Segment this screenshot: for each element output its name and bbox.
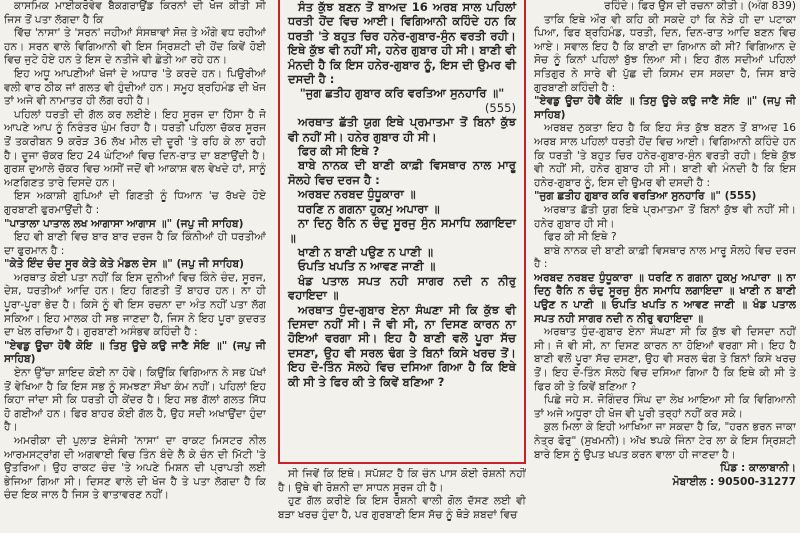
- paragraph: ਬਾਬੇ ਨਾਨਕ ਦੀ ਬਾਣੀ ਕਾਫ਼ੀ ਵਿਸਥਾਰ ਨਾਲ ਮਾਰੂ ਸੋਲਹੇ ਵਿਚ ਦਰਜ ਹੈ :: [288, 158, 516, 187]
- paragraph: ਕੁਲ ਮਿਲਾ ਕੇ ਇਹੀ ਆਖਿਆ ਜਾ ਸਕਦਾ ਹੈ ਕਿ, "ਹਰਨ ਭਰਨ ਜਾਕਾ ਨੇਤ੍ਰ ਫੋਰੁ" (ਸੁਖਮਨੀ)। ਅੱਖ ਝਪਕੇ ਜਿੰਨਾ ਟੇਰ ਲਾ ਕੇ ਇਸ ਸ੍ਰਿਸ਼ਟੀ ਬਾਰੇ ਇਸ ਨੂੰ ਉਪਤ ਖਪਤ ਕਰਨ ਵਾਲਾ ਹੀ ਜਾਣਦਾ ਹੈ।: [534, 421, 796, 461]
- gurbani-quote: "ਏਵਡੁ ਊਚਾ ਹੋਵੈ ਕੋਇ ॥ ਤਿਸੁ ਊਚੇ ਕਉ ਜਾਣੈ ਸੋਇ ॥" (ਜਪੁ ਜੀ ਸਾਹਿਬ): [534, 95, 796, 121]
- paragraph: ਏਨਾ ਉੱਚਾ ਸ਼ਾਇਦ ਕੋਈ ਨਾ ਹੋਵੇ। ਕਿਉਂਕਿ ਵਿਗਿਆਨ ਨੇ ਸਭ ਪੱਖਾਂ ਤੋਂ ਵੇਖਿਆ ਹੈ ਕਿ ਇਸ ਸਭ ਨੂੰ ਸਮਝਣਾ ਸੌਖਾ ਕੰਮ ਨਹੀਂ। ਪਹਿਲਾਂ ਇਹ ਕਿਹਾ ਜਾਂਦਾ ਸੀ ਕਿ ਧਰਤੀ ਹੀ ਕੇਂਦਰ ਹੈ। ਇਹ ਸਭ ਗੱਲਾਂ ਗਲਤ ਸਿੱਧ ਹੋ ਗਈਆਂ ਹਨ। ਫਿਰ ਬਾਹਰ ਕੋਈ ਗੱਲ ਹੈ, ਉਹ ਸਦੀ ਅਖਾਉਂਦਾ ਹੁੰਦਾ ਹੈ।: [4, 367, 266, 434]
- left-column: [4, 0, 266, 533]
- paragraph: ਸੰਤ ਕੁੱਝ ਬਣਨ ਤੋਂ ਬਾਅਦ 16 ਅਰਬ ਸਾਲ ਪਹਿਲਾਂ ਧਰਤੀ ਹੋਂਦ ਵਿਚ ਆਈ। ਵਿਗਿਆਨੀ ਕਹਿੰਦੇ ਹਨ ਕਿ ਧਰਤੀ 'ਤੇ ਬਹੁਤ ਚਿਰ ਹਨੇਰ-ਗੁਬਾਰ-ਸੁੰਨ ਵਰਤੀ ਰਹੀ। ਇਥੇ ਕੁੱਝ ਵੀ ਨਹੀਂ ਸੀ, ਹਨੇਰ ਗੁਬਾਰ ਹੀ ਸੀ। ਬਾਣੀ ਵੀ ਮੰਨਦੀ ਹੈ ਕਿ ਇਸ ਹਨੇਰ-ਗੁਬਾਰ ਨੂੰ, ਇਸ ਦੀ ਉਮਰ ਵੀ ਦਸਦੀ ਹੈ :: [288, 0, 516, 87]
- paragraph: ਇਸ ਅਕਾਸ਼ੀ ਗੁਪਿਆਂ ਦੀ ਗਿਣਤੀ ਨੂੰ ਧਿਆਨ 'ਚ ਰੱਖਦੇ ਹੋਏ ਗੁਰਬਾਣੀ ਫੁਰਮਾਉਂਦੀ ਹੈ :: [4, 190, 266, 216]
- verse-line: ਨਾ ਦਿਨੁ ਰੈਨਿ ਨ ਚੰਦੁ ਸੂਰਜੁ ਸੁੰਨ ਸਮਾਧਿ ਲਗਾਇਦਾ ॥: [288, 216, 516, 245]
- paragraph: ਅਮਰੀਕਾ ਦੀ ਪੁਲਾੜ ਏਜੰਸੀ 'ਨਾਸਾ' ਦਾ ਰਾਕਟ ਮਿਸਟਰ ਨੀਲ ਆਰਮਸਟ੍ਰਾਂਗ ਦੀ ਅਗਵਾਈ ਵਿਚ ਤਿੰਨ ਬੰਦੇ ਲੈ ਕੇ ਚੰਨ ਦੀ ਮਿੱਟੀ 'ਤੇ ਉਤਰਿਆ। ਉਹ ਰਾਕਟ ਚੰਦ 'ਤੇ ਅਪਣੇ ਮਿਸ਼ਨ ਦੀ ਪ੍ਰਾਪਤੀ ਲਈ ਭੇਜਿਆ ਗਿਆ ਸੀ। ਦਿਸਣ ਵਾਲੇ ਦੀ ਖੋਜ ਹੈ ਤੇ ਪਤਾ ਲੱਗਦਾ ਹੈ ਕਿ ਚੰਦ ਇਕ ਜਾਲ ਹੈ ਜਿਸ ਤੇ ਵਾਤਾਵਰਣ ਨਹੀਂ।: [4, 435, 266, 502]
- verse-line: ਓਪਤਿ ਖਪਤਿ ਨ ਆਵਣ ਜਾਣੀ ॥: [298, 259, 436, 274]
- right-column: [534, 0, 796, 533]
- verse-line: ਅਰਬਦ ਨਰਬਦ ਧੁੰਧੂਕਾਰਾ ॥: [298, 187, 416, 202]
- middle-column-continuation: [278, 468, 526, 533]
- paragraph: ਹੁਣ ਗੱਲ ਕਰੀਏ ਕਿ ਇਸ ਰੋਸ਼ਨੀ ਵਾਲੀ ਗੋਲ ਦੱਸਣ ਲਈ ਵੀ ਬੜਾ ਖਰਚ ਹੁੰਦਾ ਹੈ, ਪਰ ਗੁਰਬਾਣੀ ਇਸ ਸੱਚ ਨੂੰ ਥੋੜੇ ਸ਼ਬਦਾਂ ਵਿਚ: [278, 495, 526, 521]
- gurbani-quote: "ਪਾਤਾਲਾ ਪਾਤਾਲ ਲਖ ਆਗਾਸਾ ਆਗਾਸ ॥" (ਜਪੁ ਜੀ ਸਾਹਿਬ): [4, 217, 244, 230]
- paragraph: ਇਹ ਵੀ ਬਾਣੀ ਵਿਚ ਬਾਰ ਬਾਰ ਦਰਜ ਹੈ ਕਿ ਕਿੰਨੀਆਂ ਹੀ ਧਰਤੀਆਂ ਦਾ ਫੁਰਮਾਨ ਹੈ :: [4, 231, 266, 257]
- paragraph: ਫਿਰ ਕੀ ਸੀ ਇਥੇ ?: [544, 231, 617, 244]
- verse-block: ਅਰਬਦ ਨਰਬਦ ਧੁੰਧੂਕਾਰਾ ॥ ਧਰਣਿ ਨ ਗਗਨਾ ਹੁਕਮੁ ਅਪਾਰਾ ॥ ਨਾ ਦਿਨੁ ਰੈਨਿ ਨ ਚੰਦੁ ਸੂਰਜੁ ਸੁੰਨ ਸਮਾਧਿ ਲਗਾਇਦਾ ॥ ਖਾਣੀ ਨ ਬਾਣੀ ਪਉਣ ਨ ਪਾਣੀ ॥ ਓਪਤਿ ਖਪਤਿ ਨ ਆਵਣ ਜਾਣੀ ॥ ਖੰਡ ਪਤਾਲ ਸਪਤ ਨਹੀ ਸਾਗਰ ਨਦੀ ਨ ਨੀਰੁ ਵਹਾਇਦਾ ॥: [534, 271, 796, 325]
- paragraph: ਬਾਬੇ ਨਾਨਕ ਦੀ ਬਾਣੀ ਕਾਫ਼ੀ ਵਿਸਥਾਰ ਨਾਲ ਮਾਰੂ ਸੋਲਹੇ ਵਿਚ ਦਰਜ ਹੈ :: [534, 244, 796, 271]
- verse-line: ਧਰਣਿ ਨ ਗਗਨਾ ਹੁਕਮੁ ਅਪਾਰਾ ॥: [298, 201, 440, 216]
- paragraph: ਫਿਰ ਕੀ ਸੀ ਇਥੇ ?: [298, 144, 380, 159]
- paragraph: ਪਿਛੇ ਜਹੇ ਸ. ਜੋਗਿੰਦਰ ਸਿੰਘ ਦਾ ਲੇਖ ਆਇਆ ਸੀ ਕਿ ਵਿਗਿਆਨੀ ਤਾਂ ਅਜੇ ਅਧੂਰਾ ਹੀ ਖੋਜ ਵੀ ਪੂਰੀ ਤਰ੍ਹਾਂ ਨਹੀਂ ਕਰ ਸਕੇ।: [534, 394, 796, 420]
- quote-source: (555): [484, 100, 516, 115]
- quote-source: ਰਹਿੰਦੇ। ਫਿਰ ਉਸ ਦੀ ਰਚਨਾ ਕੀਤੀ। (ਅੰਗ 839): [604, 0, 796, 12]
- paragraph: ਇਹ ਅਧੂ ਆਪਣੀਆਂ ਖੋਜਾਂ ਦੇ ਅਧਾਰ 'ਤੇ ਕਰਦੇ ਹਨ। ਪਿਉਰੀਆਂ ਵਲੀ ਵਾਰ ਠੀਕ ਜਾਂ ਗਲਤ ਵੀ ਹੁੰਦੀਆਂ ਹਨ। ਸਮੂਹ ਬ੍ਰਹਿਮੰਡ ਦੀ ਖੋਜ ਤਾਂ ਅਜੇ ਵੀ ਨਾਮਾਤਰ ਹੀ ਲੱਗ ਰਹੀ ਹੈ।: [4, 67, 266, 108]
- gurbani-quote: "ਜੁਗ ਛਤੀਹ ਗੁਬਾਰ ਕਰਿ ਵਰਤਿਆ ਸੁਨਹਾਰਿ ॥": [299, 86, 505, 101]
- paragraph: ਸੀ ਜਿਵੇਂ ਕਿ ਇਥੇ। ਸਪੱਸ਼ਟ ਹੈ ਕਿ ਚੰਨ ਪਾਸ ਕੋਈ ਰੋਸ਼ਨੀ ਨਹੀਂ ਹੈ। ਉਥੇ ਵੀ ਰੋਸ਼ਨੀ ਦਾ ਸਾਧਨ ਸੂਰਜ ਹੀ ਹੈ।: [278, 468, 526, 494]
- highlight-box: [278, 0, 526, 464]
- paragraph: ਅਰਥਾਤ ਧੁੰਦ-ਗੁਬਾਰ ਏਨਾ ਸੰਘਣਾ ਸੀ ਕਿ ਕੁੱਝ ਵੀ ਦਿਸਦਾ ਨਹੀਂ ਸੀ। ਜੋ ਵੀ ਸੀ, ਨਾ ਦਿਸਣ ਕਾਰਨ ਨਾ ਹੋਇਆਂ ਵਰਗਾ ਸੀ। ਇਹ ਹੈ ਬਾਣੀ ਵਲੋਂ ਪੂਰਾ ਸੱਚ ਦਸਣਾ, ਉਹ ਵੀ ਸਰਲ ਢੰਗ ਤੇ ਬਿਨਾਂ ਕਿਸੇ ਖਰਚ ਤੋਂ। ਇਹ ਦੋ-ਤਿੰਨ ਸੋਲਹੇ ਵਿਚ ਦਸਿਆ ਗਿਆ ਹੈ ਕਿ ਇਥੇ ਕੀ ਸੀ ਤੇ ਫਿਰ ਕੀ ਤੇ ਕਿਵੇਂ ਬਣਿਆ ?: [288, 302, 516, 389]
- paragraph: ਤਾਕਿ ਇਥੇ ਔਰ ਵੀ ਕਹਿ ਕੀ ਸਕਦੇ ਹਾਂ ਕਿ ਨੇੜੇ ਹੀ ਦਾ ਪਟਾਕਾ ਪਿਆ, ਫਿਰ ਬ੍ਰਹਿਮੰਡ, ਧਰਤੀ, ਦਿਨ, ਦਿਨ-ਰਾਤ ਆਦਿ ਬਣਨ ਵਿਚ ਆਏ। ਸਵਾਲ ਇਹ ਹੈ ਕਿ ਬਾਣੀ ਦਾ ਗਿਆਨ ਕੀ ਸੀ? ਵਿਗਿਆਨ ਦੇ ਸੋਚ ਨੂੰ ਕਿਨਾਂ ਪਹਿਲਾਂ ਬੁੱਝ ਲਿਆ ਸੀ। ਇਹ ਗੱਲ ਸਦੀਆਂ ਪਹਿਲਾਂ ਸਤਿਗੁਰ ਨੇ ਸਾਰੇ ਵੀ ਪੁੱਛ ਦੀ ਕਿਸਮ ਦਸ ਸਕਦਾ ਹੈ, ਜਿਸ ਬਾਰੇ ਗੁਰਬਾਣੀ ਕਹਿੰਦੀ ਹੈ :: [534, 13, 796, 94]
- paragraph: ਅਰਥਾਤ ਛੱਤੀ ਯੁਗ ਇਥੇ ਪ੍ਰਮਾਤਮਾ ਤੋਂ ਬਿਨਾਂ ਕੁੱਝ ਵੀ ਨਹੀਂ ਸੀ। ਹਨੇਰ ਗੁਬਾਰ ਹੀ ਸੀ।: [534, 203, 796, 230]
- paragraph: ਅਰਥਾਤ ਕੋਈ ਪਤਾ ਨਹੀਂ ਕਿ ਇਸ ਦੁਨੀਆਂ ਵਿਚ ਕਿੰਨੇ ਚੰਦ, ਸੂਰਜ, ਦੇਸ਼, ਧਰਤੀਆਂ ਆਦਿ ਹਨ। ਇਹ ਗਿਣਤੀ ਤੋਂ ਬਾਹਰ ਹਨ। ਨਾ ਹੀ ਪੂਰਾ-ਪੂਰਾ ਭੇਦ ਹੈ। ਕਿਸੇ ਨੂੰ ਵੀ ਇਸ ਰਚਨਾ ਦਾ ਅੰਤ ਨਹੀਂ ਪਤਾ ਲੱਗ ਸਕਿਆ। ਇਹ ਮਾਲਕ ਹੀ ਸਭ ਜਾਣਦਾ ਹੈ, ਜਿਸ ਨੇ ਇਹ ਪੂਰਾ ਕੁਦਰਤ ਦਾ ਖੇਲ ਰਚਿਆ ਹੈ। ਗੁਰਬਾਣੀ ਅਸੰਭਵ ਕਹਿੰਦੀ ਹੈ :: [4, 271, 266, 339]
- paragraph: ਕਾਸਮਿਕ ਮਾਈਕਰੋਵੇਵ ਬੈਕਗਰਾਉਂਡ ਕਿਰਨਾਂ ਦੀ ਖੋਜ ਕੀਤੀ ਸੀ ਜਿਸ ਤੋਂ ਪਤਾ ਲੱਗਦਾ ਹੈ ਕਿ: [4, 0, 266, 26]
- author-mobile: ਮੋਬਾਈਲ : 90500-31277: [672, 475, 796, 488]
- paragraph: ਅਰਥਾਤ ਧੁੰਦ-ਗੁਬਾਰ ਏਨਾ ਸੰਘਣਾ ਸੀ ਕਿ ਕੁੱਝ ਵੀ ਦਿਸਦਾ ਨਹੀਂ ਸੀ। ਜੋ ਵੀ ਸੀ, ਨਾ ਦਿਸਣ ਕਾਰਨ ਨਾ ਹੋਇਆਂ ਵਰਗਾ ਸੀ। ਇਹ ਹੈ ਬਾਣੀ ਵਲੋਂ ਪੂਰਾ ਸੱਚ ਦਸਣਾ, ਉਹ ਵੀ ਸਰਲ ਢੰਗ ਤੇ ਬਿਨਾਂ ਕਿਸੇ ਖਰਚ ਤੋਂ। ਇਹ ਦੋ-ਤਿੰਨ ਸੋਲਹੇ ਵਿਚ ਦਸਿਆ ਗਿਆ ਹੈ ਕਿ ਇਥੇ ਕੀ ਸੀ ਤੇ ਫਿਰ ਕੀ ਤੇ ਕਿਵੇਂ ਬਣਿਆ ?: [534, 326, 796, 393]
- gurbani-quote: "ਕੇਤੇ ਇੰਦ ਚੰਦ ਸੂਰ ਕੇਤੇ ਕੇਤੇ ਮੰਡਲ ਦੇਸ ॥" (ਜਪੁ ਜੀ ਸਾਹਿਬ): [4, 258, 244, 271]
- verse-line: ਖਾਣੀ ਨ ਬਾਣੀ ਪਉਣ ਨ ਪਾਣੀ ॥: [298, 244, 434, 259]
- gurbani-quote: "ਏਵਡੁ ਊਚਾ ਹੋਵੈ ਕੋਇ ॥ ਤਿਸੁ ਊਚੇ ਕਉ ਜਾਣੈ ਸੋਇ ॥" (ਜਪੁ ਜੀ ਸਾਹਿਬ): [4, 339, 266, 366]
- paragraph: ਪਹਿਲਾਂ ਧਰਤੀ ਦੀ ਗੱਲ ਕਰ ਲਈਏ। ਇਹ ਸੂਰਜ ਦਾ ਹਿੱਸਾ ਹੈ ਜੋ ਆਪਣੇ ਆਪ ਨੂੰ ਨਿਰੰਤਰ ਘੁੰਮ ਰਿਹਾ ਹੈ। ਧਰਤੀ ਪਹਿਲਾ ਚੱਕਰ ਸੂਰਜ ਤੋਂ ਤਕਰੀਬਨ 9 ਕਰੋੜ 36 ਲੱਖ ਮੀਲ ਦੀ ਦੂਰੀ 'ਤੇ ਰਹਿ ਕੇ ਲਾ ਰਹੀ ਹੈ। ਦੂਜਾ ਚੱਕਰ ਇਹ 24 ਘੰਟਿਆਂ ਵਿਚ ਦਿਨ-ਰਾਤ ਦਾ ਬਣਾਉਂਦੀ ਹੈ। ਗੁਰਸ਼ ਦੁਆਲੇ ਚੱਕਰ ਵਿਚ ਅਸੀਂ ਜਦੋਂ ਵੀ ਆਕਾਸ਼ ਵਲ ਵੇਖਦੇ ਹਾਂ, ਸਾਨੂੰ ਅਣਗਿਣਤ ਤਾਰੇ ਦਿਸਦੇ ਹਨ।: [4, 108, 266, 189]
- paragraph: ਅਰਥਾਤ ਛੱਤੀ ਯੁਗ ਇਥੇ ਪ੍ਰਮਾਤਮਾ ਤੋਂ ਬਿਨਾਂ ਕੁੱਝ ਵੀ ਨਹੀਂ ਸੀ। ਹਨੇਰ ਗੁਬਾਰ ਹੀ ਸੀ।: [288, 115, 516, 144]
- paragraph: ਅਰਬਦ ਨੁਕਤਾ ਇਹ ਹੈ ਕਿ ਇਹ ਸੰਤ ਕੁੱਝ ਬਣਨ ਤੋਂ ਬਾਅਦ 16 ਅਰਬ ਸਾਲ ਪਹਿਲਾਂ ਧਰਤੀ ਹੋਂਦ ਵਿਚ ਆਈ। ਵਿਗਿਆਨੀ ਕਹਿੰਦੇ ਹਨ ਕਿ ਧਰਤੀ 'ਤੇ ਬਹੁਤ ਚਿਰ ਹਨੇਰ-ਗੁਬਾਰ-ਸੁੰਨ ਵਰਤੀ ਰਹੀ। ਇਥੇ ਕੁੱਝ ਵੀ ਨਹੀਂ ਸੀ, ਹਨੇਰ ਗੁਬਾਰ ਹੀ ਸੀ। ਬਾਣੀ ਵੀ ਮੰਨਦੀ ਹੈ ਕਿ ਇਸ ਹਨੇਰ-ਗੁਬਾਰ ਨੂੰ, ਇਸ ਦੀ ਉਮਰ ਵੀ ਦਸਦੀ ਹੈ :: [534, 122, 796, 189]
- author-village: ਪਿੰਡ : ਕਾਲਾਬਾਨੀ।: [720, 462, 796, 475]
- verse-line: ਖੰਡ ਪਤਾਲ ਸਪਤ ਨਹੀ ਸਾਗਰ ਨਦੀ ਨ ਨੀਰੁ ਵਹਾਇਦਾ ॥: [288, 273, 516, 303]
- gurbani-quote: "ਜੁਗ ਛਤੀਹ ਗੁਬਾਰ ਕਰਿ ਵਰਤਿਆ ਸੁਨਹਾਰਿ ॥" (555): [534, 190, 757, 203]
- paragraph: ਵਿੱਚ 'ਨਾਸਾ' ਤੇ 'ਸਰਨ' ਜਹੀਆਂ ਸੰਸਥਾਵਾਂ ਸੋਜ਼ ਤੇ ਔਗੇ ਵਧ ਰਹੀਆਂ ਹਨ। ਸਰਨ ਵਾਲੇ ਵਿਗਿਆਨੀ ਵੀ ਇਸ ਸ੍ਰਿਸ਼ਟੀ ਦੀ ਹੋਂਦ ਕਿਵੇਂ ਹੋਈ ਵਿਚ ਜੁਟੇ ਹੋਏ ਹਨ ਤੇ ਇਸ ਦੇ ਨਤੀਜੇ ਵੀ ਛੇਤੀ ਆ ਰਹੇ ਹਨ।: [4, 27, 266, 67]
